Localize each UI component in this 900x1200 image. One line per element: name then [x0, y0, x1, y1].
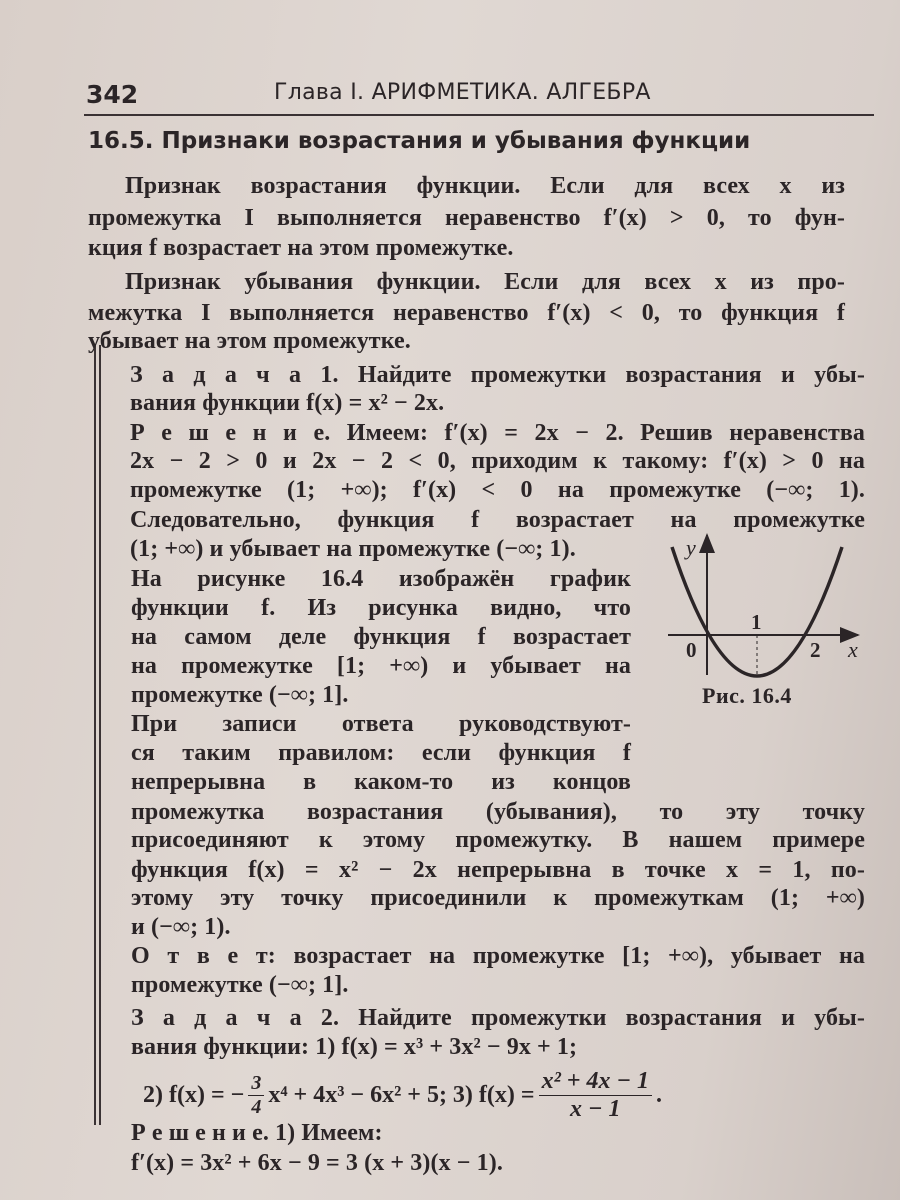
denominator: 4 — [251, 1096, 262, 1118]
text: x⁴ + 4x³ − 6x² + 5; 3) f(x) = — [268, 1082, 535, 1108]
chapter-header: Глава I. АРИФМЕТИКА. АЛГЕБРА — [274, 80, 651, 105]
text-line: промежутке (−∞; 1]. — [131, 682, 349, 708]
text-line: функция f(x) = x² − 2x непрерывна в точке x = 1, по- — [131, 857, 865, 883]
task-box-border-outer — [94, 345, 96, 1125]
text-line: f′(x) = 3x² + 6x − 9 = 3 (x + 3)(x − 1). — [131, 1150, 503, 1176]
text-line: На рисунке 16.4 изображён график — [131, 566, 631, 592]
parabola-figure — [650, 525, 870, 685]
figure-caption: Рис. 16.4 — [702, 683, 792, 708]
text-line: функции f. Из рисунка видно, что — [131, 595, 631, 621]
text-line: этому эту точку присоединили к промежуткам (1; +∞) — [131, 885, 865, 911]
section-title: 16.5. Признаки возрастания и убывания функции — [88, 128, 751, 154]
y-axis-label: y — [686, 535, 696, 560]
text-line: убывает на этом промежутке. — [88, 328, 411, 354]
text-line: Следовательно, функция f возрастает на промежутке — [130, 507, 865, 533]
text-line: промежутке (−∞; 1]. — [131, 972, 349, 998]
fraction-three-quarters — [248, 1072, 264, 1119]
text-line: на промежутке [1; +∞) и убывает на — [131, 653, 631, 679]
text-line: межутка I выполняется неравенство f′(x) < 0, то функция f — [88, 300, 845, 326]
header-rule — [84, 114, 874, 116]
text-line: З а д а ч а 1. Найдите промежутки возрастания и убы- — [130, 362, 865, 388]
text-line: присоединяют к этому промежутку. В нашем примере — [131, 827, 865, 853]
text-line: непрерывна в каком-то из концов — [131, 769, 631, 795]
fraction-rational — [539, 1068, 652, 1123]
numerator: x² + 4x − 1 — [539, 1068, 652, 1096]
text-line: Р е ш е н и е. 1) Имеем: — [131, 1120, 383, 1146]
text-line: промежутка возрастания (убывания), то эту точку — [131, 799, 865, 825]
text-line: и (−∞; 1). — [131, 914, 231, 940]
text-line: З а д а ч а 2. Найдите промежутки возрастания и убы- — [131, 1005, 865, 1031]
numerator: 3 — [248, 1072, 264, 1096]
page-number: 342 — [86, 80, 139, 109]
text-line: промежутка I выполняется неравенство f′(x) > 0, то фун- — [88, 205, 845, 231]
text-line: ся таким правилом: если функция f — [131, 740, 631, 766]
text-line: кция f возрастает на этом промежутке. — [88, 235, 514, 261]
text-line: вания функции f(x) = x² − 2x. — [130, 390, 445, 416]
tick-label-2: 2 — [810, 638, 821, 662]
task-box-border-inner — [99, 345, 101, 1125]
origin-label: 0 — [686, 638, 697, 662]
text-line: Признак возрастания функции. Если для всех x из — [125, 173, 845, 199]
denominator: x − 1 — [570, 1096, 621, 1122]
text-line: Признак убывания функции. Если для всех x из про- — [125, 269, 845, 295]
text-line: 2x − 2 > 0 и 2x − 2 < 0, приходим к такому: f′(x) > 0 на — [130, 448, 865, 474]
x-axis-label: x — [848, 637, 858, 662]
tick-label-1: 1 — [751, 610, 762, 634]
text: 2) f(x) = − — [143, 1082, 245, 1108]
text-line: (1; +∞) и убывает на промежутке (−∞; 1). — [130, 536, 576, 562]
text-line: на самом деле функция f возрастает — [131, 624, 631, 650]
text: . — [656, 1082, 662, 1108]
text-line: промежутке (1; +∞); f′(x) < 0 на промежутке (−∞; 1). — [130, 477, 865, 503]
text-line: О т в е т: возрастает на промежутке [1; +∞), убывает на — [131, 943, 865, 969]
text-line: Р е ш е н и е. Имеем: f′(x) = 2x − 2. Решив неравенства — [130, 420, 865, 446]
text-line: При записи ответа руководствуют- — [131, 711, 631, 737]
task2-line-2 — [143, 1068, 662, 1123]
text-line: вания функции: 1) f(x) = x³ + 3x² − 9x + 1; — [131, 1034, 578, 1060]
